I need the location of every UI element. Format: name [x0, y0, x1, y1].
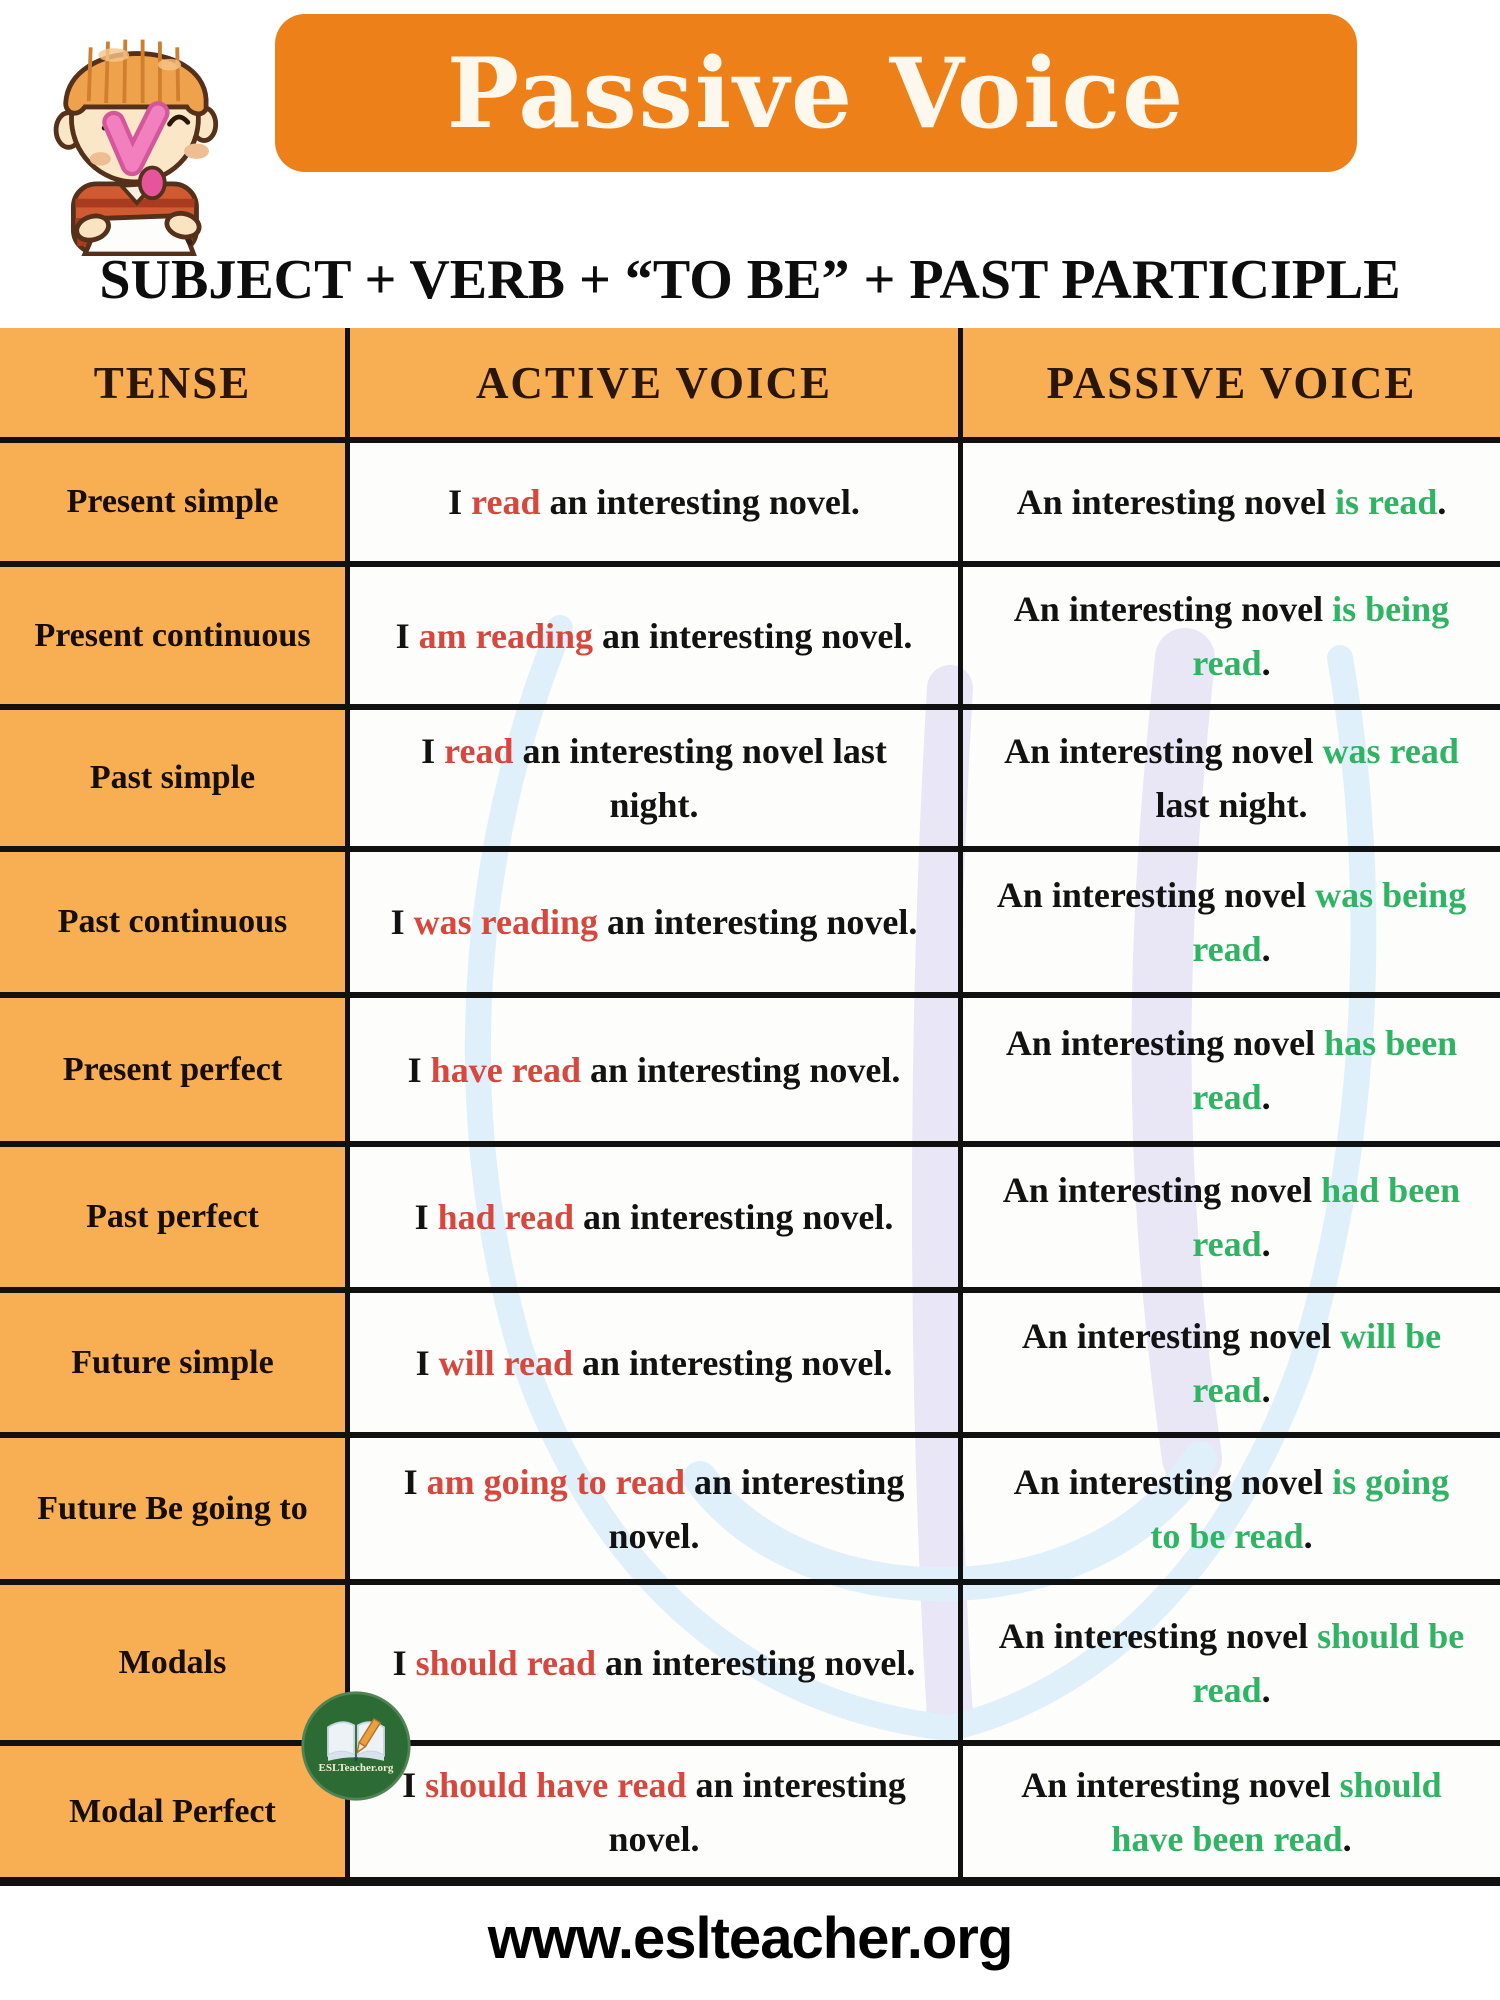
sentence-text: An interesting novel — [1013, 588, 1333, 629]
sentence-text: . — [1342, 1818, 1352, 1859]
sentence-text: . — [1303, 1515, 1313, 1556]
footer-url: www.eslteacher.org — [487, 1906, 1013, 1971]
sentence-text: I — [392, 1642, 416, 1683]
sentence-text: an interesting novel last night. — [513, 731, 887, 825]
sentence-text: I — [395, 615, 419, 656]
tense-cell: Present continuous — [0, 567, 350, 710]
sentence-text: an interesting novel. — [598, 902, 918, 942]
active-verb-highlight: have read — [430, 1049, 581, 1090]
passive-voice-cell — [963, 1293, 1500, 1438]
active-voice-cell — [350, 1438, 963, 1585]
table-grid — [0, 328, 1500, 1886]
active-voice-cell — [350, 1293, 963, 1438]
sentence-text: . — [1261, 1669, 1271, 1710]
passive-verb-highlight: was being read — [1192, 875, 1467, 969]
sentence-text: an interesting novel. — [540, 482, 860, 522]
passive-voice-cell — [963, 852, 1500, 998]
sentence-text: an interesting novel. — [573, 1342, 893, 1383]
sentence-text: An interesting novel — [1013, 1461, 1333, 1502]
passive-verb-highlight: is going to be read — [1150, 1461, 1450, 1556]
sentence-text: An interesting novel — [998, 1615, 1318, 1656]
passive-voice-cell — [963, 443, 1500, 567]
tense-cell: Past simple — [0, 710, 350, 852]
passive-voice-cell — [963, 1746, 1500, 1886]
active-verb-highlight: am reading — [418, 615, 593, 656]
boy-reading-icon — [8, 4, 258, 256]
tense-cell: Future Be going to — [0, 1438, 350, 1585]
passive-voice-cell — [963, 1585, 1500, 1746]
sentence-text: an interesting novel. — [593, 615, 913, 656]
sentence-text: I — [390, 902, 414, 942]
sentence-text: I — [448, 482, 472, 522]
badge-label: ESLTeacher.org — [318, 1762, 394, 1774]
active-voice-cell — [350, 710, 963, 852]
passive-voice-cell — [963, 998, 1500, 1147]
sentence-text: An interesting novel — [1021, 1764, 1340, 1805]
tense-cell: Past perfect — [0, 1147, 350, 1293]
sentence-text: . — [1261, 1076, 1271, 1117]
active-verb-highlight: was reading — [413, 902, 599, 942]
sentence-text: last night. — [1155, 785, 1308, 825]
active-verb-highlight: will read — [438, 1342, 573, 1383]
active-voice-cell — [350, 998, 963, 1147]
passive-voice-cell — [963, 1438, 1500, 1585]
sentence-text: An interesting novel — [1002, 1170, 1322, 1210]
passive-verb-highlight: had been read — [1192, 1170, 1461, 1264]
sentence-text: I — [421, 731, 445, 771]
active-voice-cell — [350, 1585, 963, 1746]
sentence-text: an interesting novel. — [608, 1764, 906, 1859]
passive-verb-highlight: was read — [1322, 731, 1459, 771]
sentence-text: . — [1261, 642, 1271, 683]
sentence-text: . — [1261, 929, 1271, 969]
eslteacher-badge — [300, 1690, 412, 1802]
passive-verb-highlight: should be read — [1192, 1615, 1465, 1710]
tense-cell: Future simple — [0, 1293, 350, 1438]
sentence-text: I — [403, 1461, 427, 1502]
passive-verb-highlight: has been read — [1192, 1022, 1458, 1117]
active-verb-highlight: should read — [415, 1642, 597, 1683]
sentence-text: . — [1261, 1224, 1271, 1264]
column-header-active-voice: ACTIVE VOICE — [350, 328, 963, 443]
sentence-text: . — [1437, 482, 1447, 522]
tense-cell: Modals — [0, 1585, 350, 1746]
tense-cell: Past continuous — [0, 852, 350, 998]
passive-verb-highlight: will be read — [1192, 1315, 1442, 1410]
active-voice-cell — [350, 852, 963, 998]
sentence-text: An interesting novel — [1021, 1315, 1341, 1356]
sentence-text: I — [402, 1764, 426, 1805]
passive-voice-cell — [963, 567, 1500, 710]
tense-cell: Modal Perfect — [0, 1746, 350, 1886]
passive-voice-cell — [963, 710, 1500, 852]
sentence-text: I — [407, 1049, 431, 1090]
active-voice-cell — [350, 1746, 963, 1886]
active-verb-highlight: should have read — [425, 1764, 687, 1805]
title-banner — [275, 14, 1357, 172]
sentence-text: I — [414, 1197, 438, 1237]
active-verb-highlight: had read — [437, 1197, 575, 1237]
sentence-text: An interesting novel — [1005, 1022, 1325, 1063]
column-header-tense: TENSE — [0, 328, 350, 443]
active-voice-cell — [350, 443, 963, 567]
passive-verb-highlight: is read — [1335, 482, 1438, 522]
sentence-text: an interesting novel. — [581, 1049, 901, 1090]
tense-cell: Present simple — [0, 443, 350, 567]
passive-verb-highlight: is being read — [1192, 588, 1450, 683]
sentence-text: an interesting novel. — [596, 1642, 916, 1683]
active-verb-highlight: read — [444, 731, 514, 771]
formula-text: SUBJECT + VERB + “TO BE” + PAST PARTICIPLE — [99, 249, 1401, 311]
sentence-text: An interesting novel — [996, 875, 1316, 915]
open-book-with-pencil-icon — [300, 1690, 412, 1802]
tense-table — [0, 328, 1500, 1886]
active-voice-cell — [350, 567, 963, 710]
sentence-text: an interesting novel. — [574, 1197, 894, 1237]
passive-voice-cell — [963, 1147, 1500, 1293]
tense-cell: Present perfect — [0, 998, 350, 1147]
sentence-text: An interesting novel — [1016, 482, 1335, 522]
passive-verb-highlight: should have been read — [1111, 1764, 1442, 1859]
sentence-text: . — [1261, 1369, 1271, 1410]
active-verb-highlight: read — [471, 482, 541, 522]
active-voice-cell — [350, 1147, 963, 1293]
column-header-passive-voice: PASSIVE VOICE — [963, 328, 1500, 443]
sentence-text: I — [415, 1342, 439, 1383]
poster-title: Passive Voice — [446, 36, 1186, 150]
sentence-text: an interesting novel. — [608, 1461, 905, 1556]
active-verb-highlight: am going to read — [426, 1461, 685, 1502]
sentence-text: An interesting novel — [1004, 731, 1323, 771]
